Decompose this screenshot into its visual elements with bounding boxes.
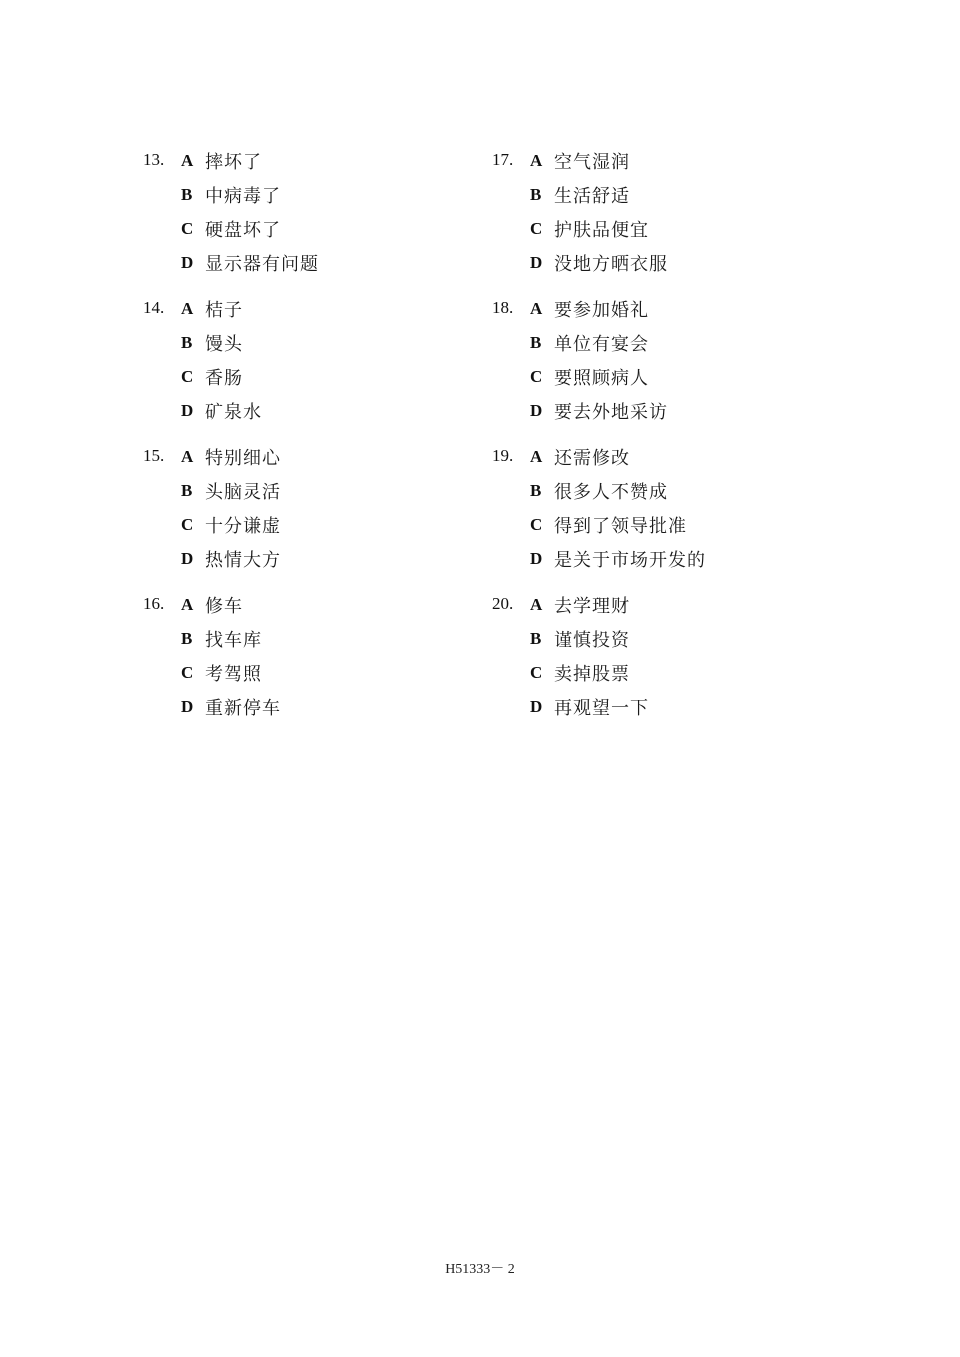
option-letter: B	[181, 629, 193, 648]
option-letter: B	[181, 333, 193, 352]
option-letter: C	[181, 663, 194, 682]
option-b[interactable]	[530, 622, 630, 656]
option-text: 要去外地采访	[554, 402, 668, 423]
option-text: 空气湿润	[554, 152, 630, 173]
option-d[interactable]	[530, 542, 706, 576]
option-text: 很多人不赞成	[554, 482, 668, 503]
option-letter: C	[530, 663, 543, 682]
option-letter: B	[181, 481, 193, 500]
option-text: 要照顾病人	[554, 368, 649, 389]
question-20	[492, 588, 852, 736]
option-letter: C	[181, 367, 194, 386]
option-text: 桔子	[205, 300, 243, 321]
option-a[interactable]	[181, 440, 281, 474]
option-letter: A	[530, 595, 543, 614]
option-text: 找车库	[205, 630, 262, 651]
question-number: 19.	[492, 446, 514, 465]
option-letter: D	[530, 253, 543, 272]
option-letter: B	[530, 185, 542, 204]
option-letter: A	[530, 151, 543, 170]
option-c[interactable]	[530, 360, 649, 394]
option-letter: C	[530, 367, 543, 386]
option-b[interactable]	[181, 178, 281, 212]
option-c[interactable]	[181, 212, 281, 246]
option-b[interactable]	[181, 474, 281, 508]
option-letter: A	[181, 151, 194, 170]
option-letter: A	[181, 447, 194, 466]
option-c[interactable]	[181, 360, 243, 394]
option-d[interactable]	[181, 246, 319, 280]
option-text: 没地方晒衣服	[554, 254, 668, 275]
option-text: 馒头	[205, 334, 243, 355]
option-b[interactable]	[181, 622, 262, 656]
option-c[interactable]	[530, 656, 630, 690]
option-text: 护肤品便宜	[554, 220, 649, 241]
option-text: 是关于市场开发的	[554, 550, 706, 571]
question-number: 20.	[492, 594, 514, 613]
option-d[interactable]	[181, 542, 281, 576]
option-text: 卖掉股票	[554, 664, 630, 685]
option-d[interactable]	[530, 690, 649, 724]
question-number: 14.	[143, 298, 165, 317]
option-letter: C	[530, 515, 543, 534]
option-text: 硬盘坏了	[205, 220, 281, 241]
option-text: 重新停车	[205, 698, 281, 719]
option-a[interactable]	[530, 588, 630, 622]
question-17	[492, 144, 852, 292]
question-number: 18.	[492, 298, 514, 317]
option-text: 得到了领导批准	[554, 516, 687, 537]
option-b[interactable]	[530, 326, 649, 360]
option-text: 再观望一下	[554, 698, 649, 719]
option-d[interactable]	[181, 690, 281, 724]
option-text: 显示器有问题	[205, 254, 319, 275]
question-number: 17.	[492, 150, 514, 169]
question-number: 16.	[143, 594, 165, 613]
question-number: 13.	[143, 150, 165, 169]
option-letter: A	[181, 299, 194, 318]
option-letter: A	[530, 447, 543, 466]
option-a[interactable]	[181, 144, 262, 178]
option-text: 考驾照	[205, 664, 262, 685]
option-letter: D	[530, 697, 543, 716]
option-text: 热情大方	[205, 550, 281, 571]
option-letter: C	[181, 515, 194, 534]
question-19	[492, 440, 852, 588]
option-b[interactable]	[181, 326, 243, 360]
option-text: 特别细心	[205, 448, 281, 469]
option-text: 还需修改	[554, 448, 630, 469]
option-text: 十分谦虚	[205, 516, 281, 537]
option-d[interactable]	[181, 394, 262, 428]
option-letter: D	[181, 253, 194, 272]
option-letter: D	[181, 401, 194, 420]
option-c[interactable]	[530, 508, 687, 542]
question-number: 15.	[143, 446, 165, 465]
option-d[interactable]	[530, 394, 668, 428]
option-letter: D	[530, 401, 543, 420]
option-letter: C	[530, 219, 543, 238]
option-text: 香肠	[205, 368, 243, 389]
option-letter: D	[530, 549, 543, 568]
question-14	[143, 292, 503, 440]
option-text: 头脑灵活	[205, 482, 281, 503]
right-question-column	[492, 144, 852, 736]
option-text: 去学理财	[554, 596, 630, 617]
option-letter: D	[181, 549, 194, 568]
option-letter: B	[530, 333, 542, 352]
option-a[interactable]	[530, 440, 630, 474]
option-text: 生活舒适	[554, 186, 630, 207]
option-a[interactable]	[181, 588, 243, 622]
left-question-column	[143, 144, 503, 736]
option-a[interactable]	[530, 144, 630, 178]
option-text: 谨慎投资	[554, 630, 630, 651]
page-footer-code: H51333－ 2	[445, 1262, 515, 1277]
option-a[interactable]	[530, 292, 649, 326]
option-c[interactable]	[530, 212, 649, 246]
option-text: 矿泉水	[205, 402, 262, 423]
option-letter: D	[181, 697, 194, 716]
option-b[interactable]	[530, 178, 630, 212]
question-16	[143, 588, 503, 736]
option-letter: C	[181, 219, 194, 238]
question-18	[492, 292, 852, 440]
option-a[interactable]	[181, 292, 243, 326]
option-text: 摔坏了	[205, 152, 262, 173]
question-15	[143, 440, 503, 588]
question-13	[143, 144, 503, 292]
option-c[interactable]	[181, 656, 262, 690]
option-letter: B	[530, 629, 542, 648]
option-letter: A	[530, 299, 543, 318]
option-letter: B	[181, 185, 193, 204]
option-b[interactable]	[530, 474, 668, 508]
option-text: 中病毒了	[205, 186, 281, 207]
option-text: 单位有宴会	[554, 334, 649, 355]
option-letter: A	[181, 595, 194, 614]
option-d[interactable]	[530, 246, 668, 280]
option-letter: B	[530, 481, 542, 500]
option-text: 要参加婚礼	[554, 300, 649, 321]
option-text: 修车	[205, 596, 243, 617]
option-c[interactable]	[181, 508, 281, 542]
